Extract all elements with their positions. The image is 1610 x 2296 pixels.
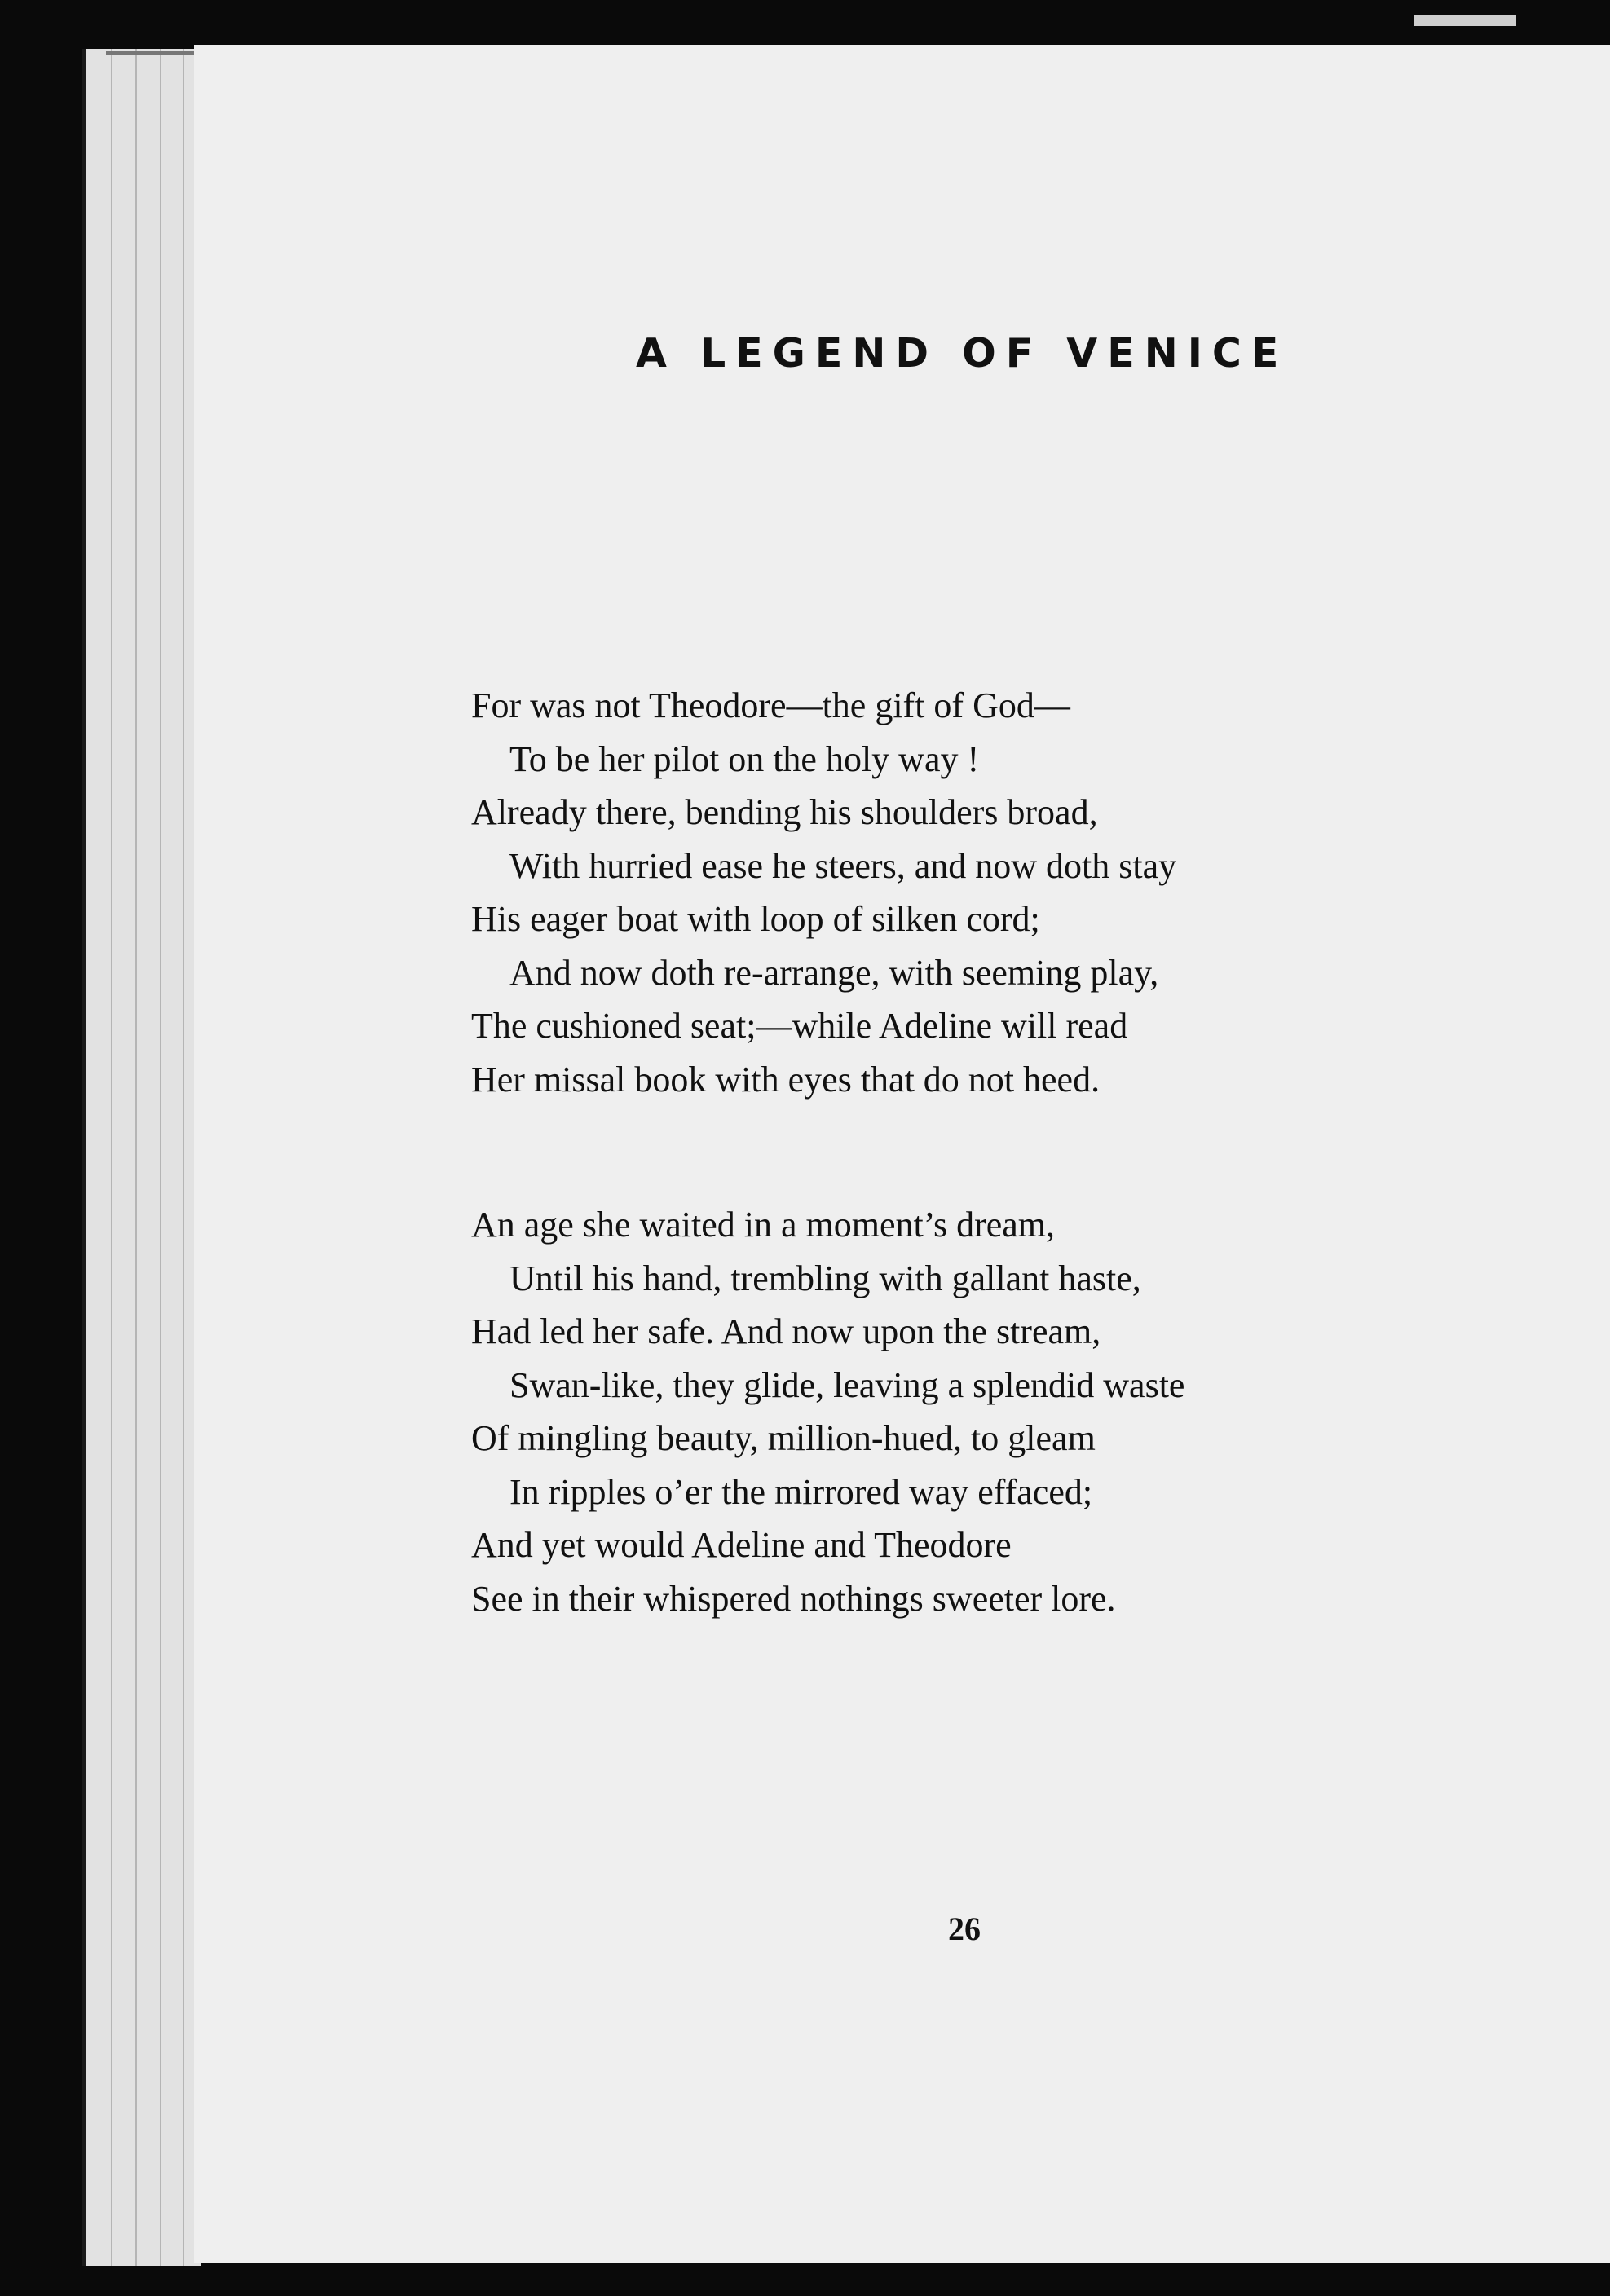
page-stack-edges (82, 49, 201, 2266)
poem-line: The cushioned seat;—while Adeline will read (471, 1006, 1128, 1046)
poem-line: In ripples o’er the mirrored way effaced; (509, 1471, 1093, 1512)
stanza-2 (471, 1198, 1449, 1625)
scan-artifact (1414, 15, 1516, 26)
poem-line: To be her pilot on the holy way ! (509, 738, 980, 779)
poem-line: Already there, bending his shoulders broad, (471, 792, 1098, 832)
poem-line: For was not Theodore—the gift of God— (471, 685, 1070, 725)
poem-line: An age she waited in a moment’s dream, (471, 1205, 1056, 1245)
poem-line: Her missal book with eyes that do not heed. (471, 1059, 1101, 1100)
page-number: 26 (948, 1910, 981, 1947)
poem-line: With hurried ease he steers, and now doth stay (509, 845, 1177, 886)
poem-line: Of mingling beauty, million-hued, to gleam (471, 1418, 1096, 1458)
poem-line: Swan-like, they glide, leaving a splendid waste (509, 1364, 1185, 1405)
stanza-1 (471, 679, 1449, 1106)
poem-line: His eager boat with loop of silken cord; (471, 899, 1040, 939)
poem-line: See in their whispered nothings sweeter lore. (471, 1578, 1116, 1619)
poem-line: And now doth re-arrange, with seeming play, (509, 952, 1159, 993)
poem-line: And yet would Adeline and Theodore (471, 1525, 1012, 1565)
poem-line: Had led her safe. And now upon the stream, (471, 1311, 1101, 1351)
poem-title: A LEGEND OF VENICE (636, 330, 1289, 377)
poem-line: Until his hand, trembling with gallant haste, (509, 1258, 1141, 1298)
book-page (194, 45, 1610, 2263)
